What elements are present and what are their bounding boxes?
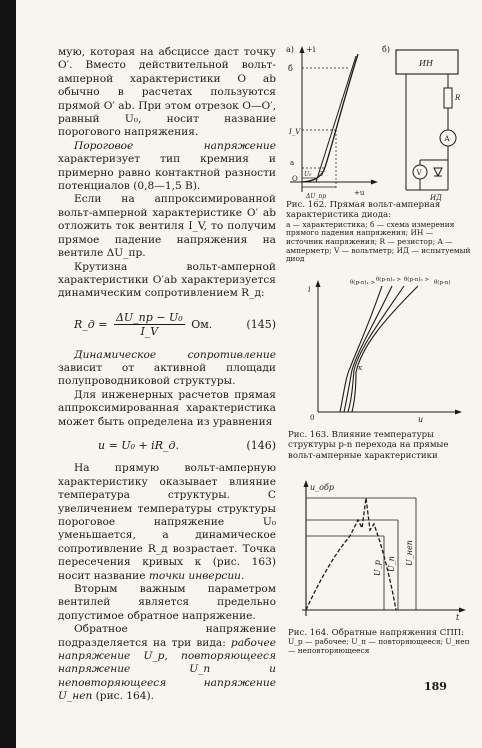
fig162-dupr-label: ΔU_пр [306, 193, 327, 200]
term-threshold-voltage: Пороговое напряжение [74, 139, 276, 152]
paragraph-5-rest: зависит от активной площади полупроводниковой структуры. [58, 361, 276, 388]
fig163-curve-label-1: θ(p-n)₁ > [350, 280, 376, 286]
fig162-real-curve [302, 54, 358, 182]
paragraph-3: Если на аппроксимированной вольт-амперной характеристике O′ ab отложить ток вентиля I_V, то получим прямое падение напряжения на вентиле ΔU_пр. [58, 193, 276, 260]
fig164-axis-t-arrow [459, 608, 466, 613]
eq145-denominator: I_V [140, 325, 159, 339]
eq146-body: u = U₀ + iR_д. [98, 438, 179, 452]
fig162-resistor-label: R [455, 94, 461, 102]
term-inversion-point: точки инверсии. [148, 569, 245, 582]
fig164-up-label: U_р [373, 560, 382, 576]
fig163-curve-label-4: θ(p-n) [434, 280, 451, 286]
fig162-label-b: б) [382, 45, 390, 54]
fig162-caption-title: Рис. 162. Прямая вольт-амперная характеристика диода: [286, 200, 441, 221]
fig162-point-o1: O′ [318, 170, 325, 178]
figure-162b-circuit [380, 42, 478, 202]
eq145-fraction [114, 311, 185, 339]
fig164-caption-body: U_р — рабочее; U_п — повторяющееся; U_неп — неповторяющееся [288, 637, 470, 655]
fig163-curve-label-2: θ(p-n)₂ > [376, 277, 402, 283]
fig162-source-label: ИН [419, 59, 433, 68]
fig162-u0-label: U₀ [304, 171, 312, 178]
fig163-curve-label-3: θ(p-n)₃ > [404, 277, 430, 283]
fig162-caption [286, 200, 472, 264]
fig163-axis-i-arrow [316, 280, 321, 287]
equation-146 [98, 439, 276, 452]
fig162-diode-symbol [434, 168, 442, 176]
paragraph-2 [58, 140, 276, 194]
fig163-origin: 0 [310, 414, 315, 422]
paragraph-9-end: (рис. 164). [92, 690, 155, 703]
paragraph-1: мую, которая на абсциссе даст точку O′. Вместо действительной вольт-амперной характеристики O ab обычно в расчетах пользуются прямой O′ ab. При этом отрезок O—O′, равный U₀, носит название порогового напряжения. [58, 46, 276, 139]
eq146-number: (146) [246, 438, 276, 452]
eq145-numerator: ΔU_пр − U₀ [115, 310, 183, 324]
term-reverse-voltage-types: рабочее напряжение U_р, повторяющееся напряжение U_п и неповторяющееся напряжение U_неп [58, 636, 276, 703]
figure-162a-characteristic [284, 42, 380, 200]
fig163-axis-u-arrow [455, 410, 462, 415]
fig162-point-o: O [292, 175, 298, 183]
fig162-axis-u-arrow [371, 180, 378, 185]
main-text-column [58, 46, 276, 704]
fig162-caption-body: а — характеристика; б — схема измерения прямого падения напряжения; ИН — источник напряжения; R — резистор; A — амперметр; V — вольтметр; ИД — испытуемый диод [286, 219, 471, 264]
paragraph-7 [58, 462, 276, 583]
fig163-axis-u-label: u [418, 415, 424, 424]
equation-145 [74, 311, 276, 339]
fig162-resistor [444, 88, 452, 108]
fig164-axis-u-arrow [304, 480, 309, 487]
fig164-waveform [306, 498, 396, 610]
fig164-axis-u-label: u_обр [310, 483, 334, 492]
figure-163-temperature-curves [300, 272, 470, 424]
paragraph-7-text: На прямую вольт-амперную характеристику оказывает влияние температура структуры. С увеличением температуры структуры пороговое напряжение U₀ уменьшается, а динамическое сопротивление R_д возрастает. Точка пересечения кривых к (рис. 163) носит название [58, 462, 276, 582]
paragraph-9-text: Обратное напряжение подразделяется на три вида: [58, 623, 276, 649]
fig162-point-b: б [288, 64, 293, 73]
fig162-ammeter-label: A [444, 135, 450, 143]
page-number: 189 [424, 680, 447, 693]
paragraph-8: Вторым важным параметром вентилей является предельно допустимое обратное напряжение. [58, 583, 276, 622]
eq145-number: (145) [246, 317, 276, 331]
fig163-point-k: к [358, 364, 363, 372]
fig164-un-label: U_п [387, 556, 396, 572]
eq145-lhs: R_д = [74, 317, 108, 331]
paragraph-6: Для инженерных расчетов прямая аппроксимированная характеристика может быть определена из уравнения [58, 388, 276, 428]
term-dynamic-resistance: Динамическое сопротивление [74, 348, 276, 361]
paragraph-4: Крутизна вольт-амперной характеристики O′ab характеризуется динамическим сопротивлением R_д: [58, 260, 276, 300]
paragraph-5 [58, 349, 276, 389]
fig163-curve-4 [352, 286, 418, 412]
fig163-curve-3 [348, 286, 404, 412]
fig162-diode-label: ИД [430, 194, 442, 202]
fig162-voltmeter-label: V [416, 169, 422, 177]
fig164-caption-title: Рис. 164. Обратные напряжения СПП: [288, 628, 465, 638]
fig164-caption [288, 628, 474, 656]
paragraph-2-rest: характеризует тип кремния и примерно равно контактной разности потенциалов (0,8—1,5 В). [58, 153, 276, 193]
fig162-iv-label: I_V [289, 128, 301, 136]
fig162-point-a: a [290, 159, 295, 167]
fig164-unep-label: U_неп [405, 540, 414, 566]
eq145-unit: Ом. [191, 317, 213, 331]
fig163-caption: Рис. 163. Влияние температуры структуры p-n перехода на прямые вольт-амперные характеристики [288, 430, 449, 461]
figure-164-reverse-voltages [288, 476, 472, 622]
fig162-axis-u-label: +u [354, 189, 365, 197]
fig163-axis-i-label: i [308, 285, 311, 294]
fig164-axis-t-label: t [456, 613, 460, 622]
fig162-axis-i-arrow [300, 46, 305, 53]
book-binding-edge [0, 0, 16, 748]
fig162-axis-i-label: +i [306, 45, 316, 54]
paragraph-9 [58, 623, 276, 703]
fig162-label-a: а) [286, 45, 294, 54]
